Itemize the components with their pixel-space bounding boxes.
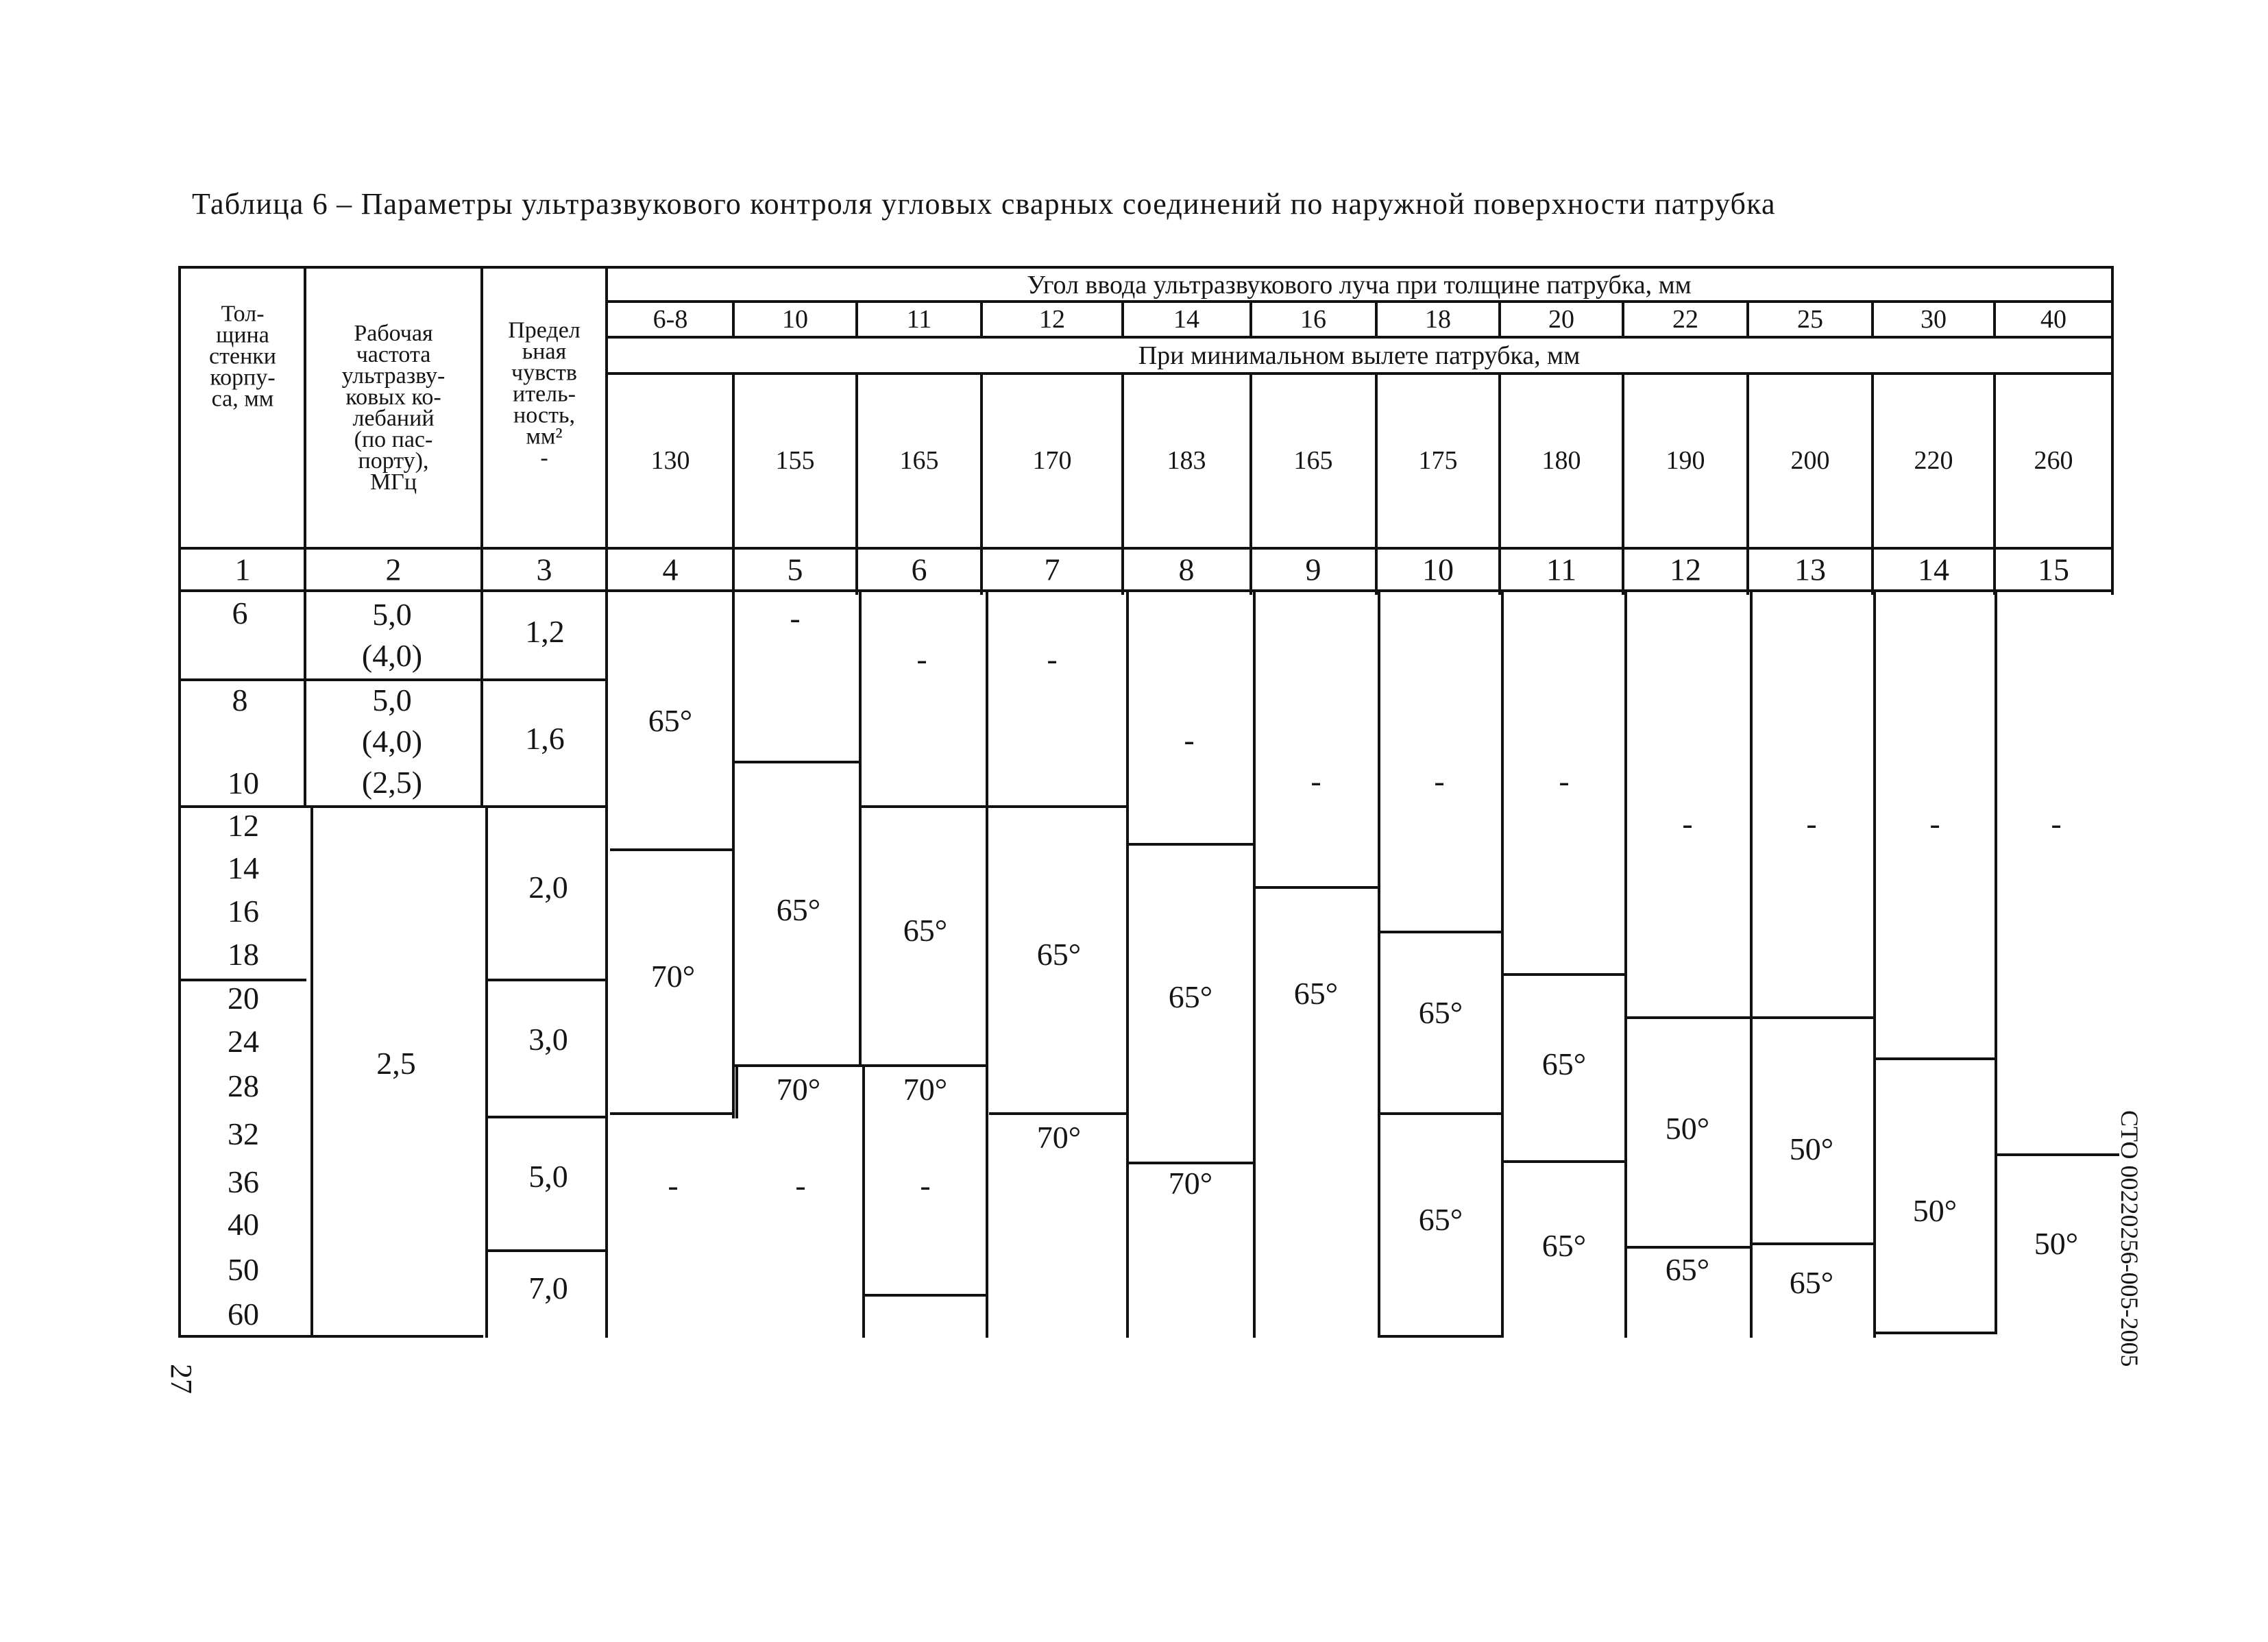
column-number: 15 (2038, 552, 2069, 587)
column-number: 8 (1178, 552, 1195, 587)
column-number: 10 (1422, 552, 1454, 587)
angle-value: - (2051, 806, 2062, 841)
thickness-label: 11 (906, 305, 932, 334)
angle-value: 65° (1665, 1252, 1710, 1287)
overhang-value: 130 (650, 446, 690, 475)
angle-value: - (668, 1168, 679, 1203)
angle-value: 65° (776, 892, 821, 927)
sensitivity-value: 2,0 (528, 870, 568, 905)
header-wall-thickness (209, 301, 276, 412)
table-title: Таблица 6 – Параметры ультразвукового контроля угловых сварных соединений по наружной поверхности патрубка (192, 187, 1776, 221)
angle-value: - (1682, 806, 1693, 841)
overhang-value: 180 (1541, 446, 1581, 475)
thickness-label: 10 (782, 305, 808, 334)
angle-value: 65° (903, 913, 948, 948)
column-number: 11 (1546, 552, 1577, 587)
wall-thickness-value: 8 (232, 683, 248, 718)
header-angle-group: Угол ввода ультразвукового луча при толщине патрубка, мм (1027, 271, 1692, 299)
overhang-value: 165 (899, 446, 939, 475)
angle-value: - (790, 600, 801, 635)
header-line: Тол- щина стенки корпу- са, мм (209, 301, 276, 412)
angle-value: 50° (1665, 1111, 1710, 1146)
overhang-value: 220 (1914, 446, 1953, 475)
sensitivity-value: 7,0 (528, 1271, 568, 1306)
angle-value: 50° (1789, 1131, 1834, 1166)
thickness-label: 14 (1173, 305, 1199, 334)
angle-value: 70° (903, 1072, 948, 1107)
angle-value: - (1929, 806, 1940, 841)
angle-value: - (1559, 763, 1570, 798)
overhang-value: 190 (1666, 446, 1705, 475)
angle-value: - (1806, 806, 1817, 841)
angle-value: - (1184, 722, 1195, 757)
wall-thickness-value: 50 (228, 1252, 259, 1287)
column-number: 9 (1305, 552, 1321, 587)
angle-value: 65° (1789, 1265, 1834, 1300)
header-sensitivity (508, 317, 581, 471)
document-code: СТО 00220256-005-2005 (2116, 1110, 2143, 1367)
column-number: 13 (1794, 552, 1826, 587)
overhang-value: 200 (1790, 446, 1830, 475)
wall-thickness-value: 6 (232, 596, 248, 630)
wall-thickness-value: 28 (228, 1068, 259, 1103)
angle-value: 70° (776, 1072, 821, 1107)
overhang-value: 170 (1032, 446, 1072, 475)
wall-thickness-value: 24 (228, 1024, 259, 1059)
column-number: 7 (1044, 552, 1060, 587)
column-number: 12 (1670, 552, 1701, 587)
header-overhang-group: При минимальном вылете патрубка, мм (1138, 341, 1581, 370)
column-number: 6 (911, 552, 927, 587)
sensitivity-value: 3,0 (528, 1022, 568, 1057)
thickness-label: 30 (1921, 305, 1947, 334)
thickness-label: 18 (1425, 305, 1451, 334)
column-number: 5 (787, 552, 803, 587)
wall-thickness-value: 32 (228, 1116, 259, 1151)
wall-thickness-value: 20 (228, 981, 259, 1016)
overhang-value: 183 (1167, 446, 1206, 475)
angle-value: - (1434, 763, 1445, 798)
angle-value: 65° (1036, 937, 1082, 972)
wall-thickness-value: 10 (228, 765, 259, 800)
thickness-label: 22 (1672, 305, 1698, 334)
overhang-value: 155 (775, 446, 815, 475)
column-number: 14 (1918, 552, 1949, 587)
angle-value: - (795, 1168, 806, 1203)
sensitivity-value: 1,2 (525, 614, 565, 649)
angle-value: 65° (648, 703, 693, 738)
wall-thickness-value: 18 (228, 937, 259, 972)
angle-value: - (1047, 641, 1058, 676)
wall-thickness-value: 60 (228, 1297, 259, 1332)
column-number: 4 (662, 552, 679, 587)
sensitivity-value: 1,6 (525, 721, 565, 756)
wall-thickness-value: 36 (228, 1164, 259, 1199)
thickness-label: 12 (1039, 305, 1065, 334)
angle-value: 50° (2034, 1226, 2079, 1261)
angle-value: 65° (1293, 976, 1339, 1011)
angle-value: 50° (1912, 1193, 1958, 1228)
thickness-label: 25 (1797, 305, 1823, 334)
thickness-label: 6-8 (653, 305, 688, 334)
overhang-value: 260 (2034, 446, 2073, 475)
header-frequency (342, 323, 446, 493)
angle-value: 70° (650, 959, 696, 994)
angle-value: 65° (1418, 995, 1463, 1030)
column-number: 2 (385, 552, 402, 587)
wall-thickness-value: 40 (228, 1207, 259, 1242)
page-number: 27 (164, 1364, 198, 1394)
angle-value: - (1310, 763, 1321, 798)
frequency-value: 2,5 (376, 1046, 416, 1081)
overhang-value: 175 (1418, 446, 1458, 475)
sensitivity-value: 5,0 (528, 1159, 568, 1194)
angle-value: 65° (1418, 1202, 1463, 1237)
angle-value: - (916, 641, 927, 676)
angle-value: - (920, 1168, 931, 1203)
thickness-label: 20 (1548, 305, 1574, 334)
column-number: 3 (536, 552, 552, 587)
header-line: Предел ьная чувств итель- ность, мм² - (508, 317, 581, 471)
overhang-value: 165 (1293, 446, 1333, 475)
column-number: 1 (234, 552, 251, 587)
header-line: Рабочая частота ультразву- ковых ко- лебаний (по пас- порту), МГц (341, 321, 446, 495)
thickness-label: 16 (1300, 305, 1326, 334)
wall-thickness-value: 12 (228, 808, 259, 843)
angle-value: 65° (1168, 979, 1213, 1014)
angle-value: 65° (1541, 1228, 1587, 1263)
frequency-value: 5,0 (4,0) (2,5) (361, 683, 423, 800)
angle-value: 65° (1541, 1046, 1587, 1081)
wall-thickness-value: 16 (228, 894, 259, 929)
frequency-value: 5,0 (4,0) (361, 597, 423, 673)
wall-thickness-value: 14 (228, 850, 259, 885)
angle-value: 70° (1036, 1120, 1082, 1155)
angle-value: 70° (1168, 1166, 1213, 1201)
thickness-label: 40 (2040, 305, 2066, 334)
